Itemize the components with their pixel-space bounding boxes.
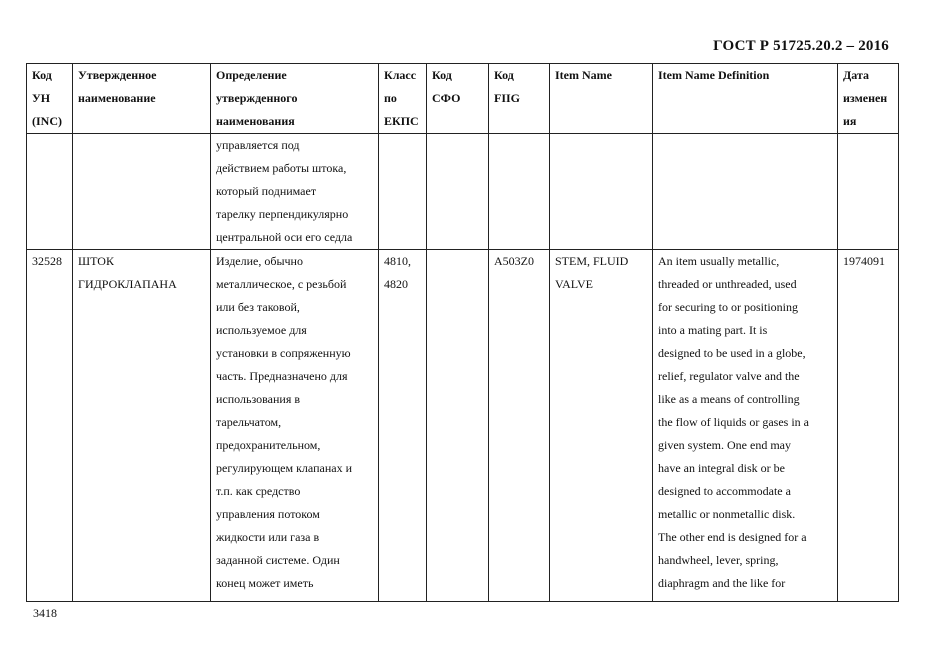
col-header-date: [838, 64, 899, 134]
text-line: VALVE: [555, 277, 594, 291]
text-line: Изделие, обычно: [216, 254, 303, 268]
text-line: threaded or unthreaded, used: [658, 277, 797, 291]
text-line: ЕКПС: [384, 114, 419, 128]
text-line: используемое для: [216, 323, 307, 337]
text-line: конец может иметь: [216, 576, 314, 590]
text-line: Код: [432, 68, 452, 82]
text-line: have an integral disk or be: [658, 461, 785, 475]
text-line: регулирующем клапанах и: [216, 461, 353, 475]
text-line: который поднимает: [216, 184, 317, 198]
text-line: часть. Предназначено для: [216, 369, 348, 383]
text-line: использования в: [216, 392, 301, 406]
cell-definition: [211, 134, 379, 250]
text-line: relief, regulator valve and the: [658, 369, 800, 383]
text-line: наименования: [216, 114, 295, 128]
text-line: СФО: [432, 91, 461, 105]
cell-definition: [211, 250, 379, 602]
text-line: по: [384, 91, 397, 105]
standard-title: ГОСТ Р 51725.20.2 – 2016: [713, 38, 889, 54]
text-line: управляется под: [216, 138, 300, 152]
text-line: утвержденного: [216, 91, 298, 105]
text-line: ГИДРОКЛАПАНА: [78, 277, 177, 291]
cell-item-name: [550, 250, 653, 602]
text-line: Дата: [843, 68, 869, 82]
col-header-inc: [27, 64, 73, 134]
cell-inc: 32528: [27, 250, 73, 602]
text-line: Утвержденное: [78, 68, 157, 82]
catalog-table: [26, 63, 899, 602]
text-line: Определение: [216, 68, 287, 82]
text-line: управления потоком: [216, 507, 320, 521]
text-line: центральной оси его седла: [216, 230, 353, 244]
text-line: The other end is designed for a: [658, 530, 807, 544]
cell-date: [838, 134, 899, 250]
text-line: т.п. как средство: [216, 484, 301, 498]
cell-class: [379, 134, 427, 250]
text-line: металлическое, с резьбой: [216, 277, 347, 291]
cell-date: 1974091: [838, 250, 899, 602]
text-line: into a mating part. It is: [658, 323, 768, 337]
cell-sfo: [427, 134, 489, 250]
cell-item-definition: [653, 250, 838, 602]
text-line: ШТОК: [78, 254, 114, 268]
cell-approved-name: [73, 250, 211, 602]
cell-fiig: [489, 134, 550, 250]
text-line: установки в сопряженную: [216, 346, 351, 360]
cell-sfo: [427, 250, 489, 602]
text-line: изменен: [843, 91, 888, 105]
text-line: designed to accommodate a: [658, 484, 791, 498]
text-line: STEM, FLUID: [555, 254, 629, 268]
text-line: или без таковой,: [216, 300, 300, 314]
text-line: designed to be used in a globe,: [658, 346, 806, 360]
text-line: заданной системе. Один: [216, 553, 340, 567]
cell-approved-name: [73, 134, 211, 250]
col-header-class: [379, 64, 427, 134]
cell-class: [379, 250, 427, 602]
text-line: for securing to or positioning: [658, 300, 798, 314]
text-line: предохранительном,: [216, 438, 321, 452]
col-header-fiig: [489, 64, 550, 134]
text-line: the flow of liquids or gases in a: [658, 415, 809, 429]
text-line: тарелку перпендикулярно: [216, 207, 349, 221]
text-line: An item usually metallic,: [658, 254, 780, 268]
cell-item-name: [550, 134, 653, 250]
text-line: Item Name Definition: [658, 68, 770, 82]
text-line: given system. One end may: [658, 438, 791, 452]
page-number: 3418: [33, 606, 57, 620]
table-row: [27, 250, 899, 602]
text-line: 4810,: [384, 254, 411, 268]
text-line: Код: [494, 68, 514, 82]
col-header-sfo: [427, 64, 489, 134]
text-line: like as a means of controlling: [658, 392, 800, 406]
text-line: FIIG: [494, 91, 521, 105]
text-line: Код: [32, 68, 52, 82]
text-line: Класс: [384, 68, 417, 82]
text-line: diaphragm and the like for: [658, 576, 786, 590]
table-header-row: [27, 64, 899, 134]
text-line: ия: [843, 114, 857, 128]
text-line: наименование: [78, 91, 156, 105]
cell-inc: [27, 134, 73, 250]
table-row: [27, 134, 899, 250]
text-line: тарельчатом,: [216, 415, 282, 429]
text-line: metallic or nonmetallic disk.: [658, 507, 796, 521]
text-line: УН: [32, 91, 51, 105]
col-header-definition: [211, 64, 379, 134]
cell-item-definition: [653, 134, 838, 250]
text-line: (INC): [32, 114, 62, 128]
col-header-item-name: [550, 64, 653, 134]
col-header-approved-name: [73, 64, 211, 134]
text-line: handwheel, lever, spring,: [658, 553, 779, 567]
text-line: действием работы штока,: [216, 161, 347, 175]
text-line: Item Name: [555, 68, 612, 82]
col-header-item-definition: [653, 64, 838, 134]
text-line: 4820: [384, 277, 408, 291]
cell-fiig: A503Z0: [489, 250, 550, 602]
text-line: жидкости или газа в: [216, 530, 320, 544]
